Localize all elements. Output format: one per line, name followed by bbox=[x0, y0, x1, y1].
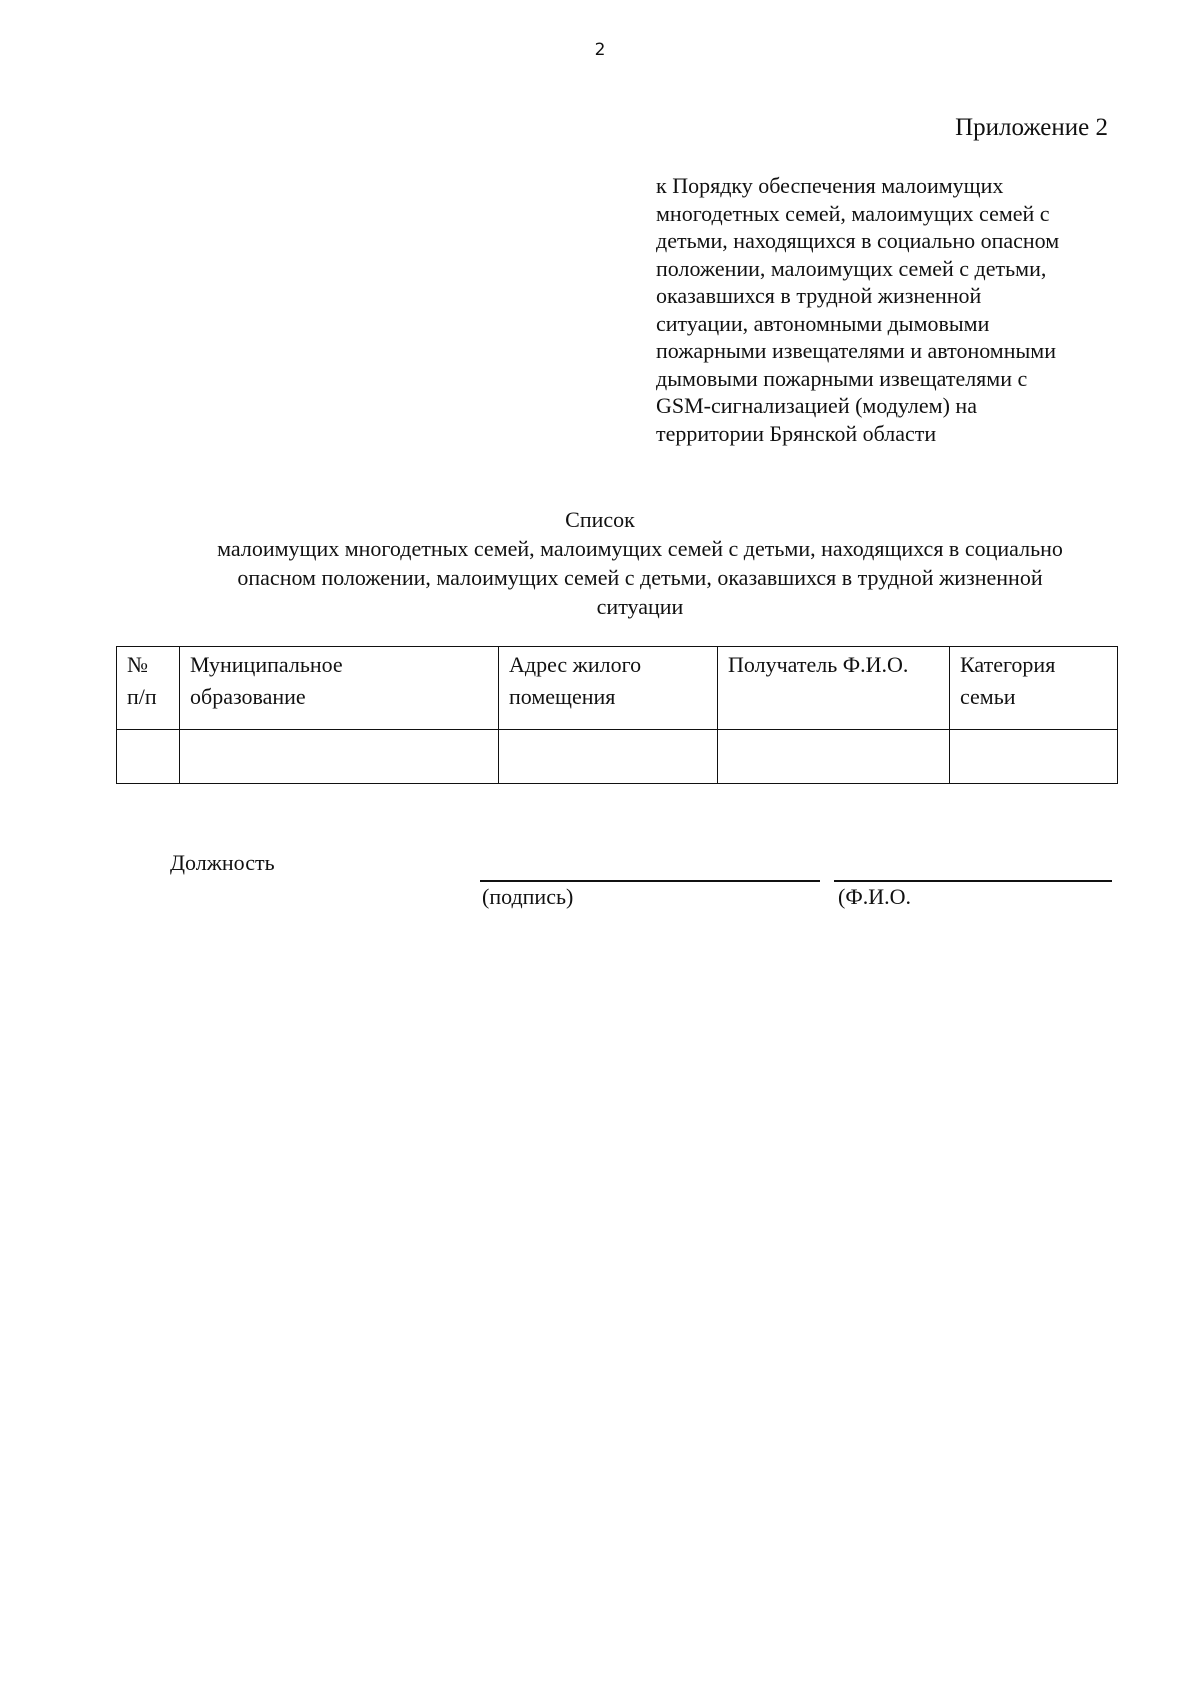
table-header-row bbox=[117, 647, 1118, 730]
appendix-basis-line: многодетных семей, малоимущих семей с bbox=[656, 200, 1050, 226]
appendix-basis-line: территории Брянской области bbox=[656, 420, 937, 446]
appendix-basis-line: ситуации, автономными дымовыми bbox=[656, 310, 990, 336]
appendix-title: Приложение 2 bbox=[955, 114, 1108, 141]
appendix-basis-line: оказавшихся в трудной жизненной bbox=[656, 283, 982, 308]
appendix-basis bbox=[656, 172, 1126, 447]
list-heading: Список bbox=[565, 507, 635, 532]
header-line: помещения bbox=[509, 684, 616, 709]
page-number: 2 bbox=[594, 40, 606, 60]
column-header-municipality bbox=[180, 647, 499, 730]
families-table bbox=[116, 646, 1118, 784]
header-line: образование bbox=[190, 684, 306, 709]
position-label: Должность bbox=[170, 850, 275, 875]
table-cell bbox=[117, 730, 180, 784]
header-line: Получатель Ф.И.О. bbox=[728, 652, 909, 677]
appendix-basis-line: детьми, находящихся в социально опасном bbox=[656, 228, 1060, 253]
list-subtitle-line: ситуации bbox=[596, 594, 684, 619]
header-line: п/п bbox=[127, 684, 157, 709]
table-cell bbox=[718, 730, 950, 784]
appendix-basis-line: дымовыми пожарными извещателями с bbox=[656, 365, 1028, 391]
header-line: Категория bbox=[960, 652, 1056, 677]
table-row bbox=[117, 730, 1118, 784]
name-caption: (Ф.И.О. bbox=[838, 884, 911, 909]
column-header-number bbox=[117, 647, 180, 730]
header-line: семьи bbox=[960, 684, 1016, 709]
header-line: Муниципальное bbox=[190, 652, 343, 677]
header-line: № bbox=[127, 652, 148, 677]
list-subtitle-line: опасном положении, малоимущих семей с детьми, оказавшихся в трудной жизненной bbox=[237, 565, 1043, 590]
table-cell bbox=[950, 730, 1118, 784]
column-header-recipient bbox=[718, 647, 950, 730]
appendix-basis-line: GSM-сигнализацией (модулем) на bbox=[656, 393, 977, 418]
appendix-basis-line: пожарными извещателями и автономными bbox=[656, 338, 1056, 363]
appendix-basis-line: к Порядку обеспечения малоимущих bbox=[656, 173, 1004, 198]
appendix-basis-line: положении, малоимущих семей с детьми, bbox=[656, 255, 1047, 281]
signature-caption: (подпись) bbox=[482, 884, 574, 909]
name-line bbox=[834, 880, 1112, 882]
column-header-address bbox=[499, 647, 718, 730]
header-line: Адрес жилого bbox=[509, 652, 642, 677]
table-cell bbox=[499, 730, 718, 784]
list-subtitle bbox=[160, 534, 1120, 621]
signature-line bbox=[480, 880, 820, 882]
list-subtitle-line: малоимущих многодетных семей, малоимущих семей с детьми, находящихся в социально bbox=[217, 536, 1063, 561]
table-cell bbox=[180, 730, 499, 784]
column-header-category bbox=[950, 647, 1118, 730]
